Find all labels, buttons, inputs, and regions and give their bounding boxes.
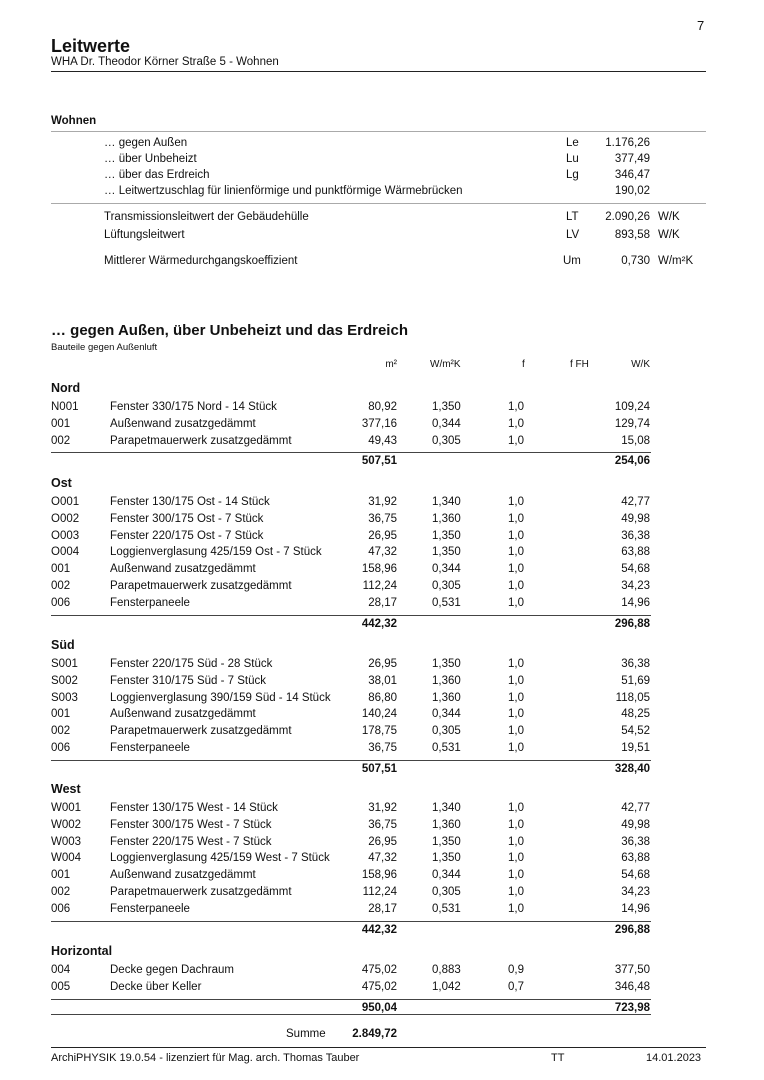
table-cell-u-value: 0,305 — [432, 580, 461, 592]
table-cell-area: 158,96 — [361, 563, 397, 576]
table-cell-area: 26,95 — [368, 658, 397, 670]
table-cell-code: S001 — [51, 658, 78, 670]
group-subtotal-area: 442,32 — [361, 617, 397, 630]
table-cell-wk: 129,74 — [614, 417, 650, 430]
table-cell-area: 158,96 — [361, 869, 397, 882]
coefficient-unit: W/m²K — [658, 255, 694, 267]
summary-total-unit: W/K — [658, 229, 680, 241]
table-cell-u-value: 0,344 — [432, 869, 461, 882]
table-cell-code: O003 — [51, 529, 80, 542]
table-cell-code: 002 — [51, 886, 71, 898]
table-cell-factor: 1,0 — [508, 546, 524, 559]
table-cell-u-value: 1,340 — [432, 802, 461, 814]
column-header-wk: W/K — [631, 359, 650, 370]
table-cell-area: 36,75 — [368, 512, 397, 525]
table-cell-area: 178,75 — [361, 725, 397, 738]
table-cell-description: Fenster 220/175 Süd - 28 Stück — [110, 658, 273, 670]
table-cell-code: O001 — [51, 496, 80, 508]
footer-software: ArchiPHYSIK 19.0.54 - lizenziert für Mag. arch. Thomas Tauber — [51, 1052, 360, 1064]
table-cell-u-value: 1,360 — [432, 818, 461, 831]
table-cell-factor: 1,0 — [508, 852, 524, 865]
table-cell-code: N001 — [51, 401, 79, 413]
table-cell-area: 112,24 — [362, 886, 397, 898]
table-cell-description: Parapetmauerwerk zusatzgedämmt — [110, 580, 292, 592]
table-cell-wk: 63,88 — [621, 852, 650, 865]
table-cell-description: Fenster 220/175 West - 7 Stück — [110, 835, 272, 848]
table-cell-area: 475,02 — [361, 980, 397, 993]
table-cell-code: W002 — [51, 818, 82, 831]
table-cell-wk: 346,48 — [614, 980, 650, 993]
group-subtotal-rule — [51, 452, 651, 453]
table-cell-code: W003 — [51, 835, 82, 848]
table-cell-code: 001 — [51, 417, 71, 430]
table-cell-factor: 1,0 — [508, 725, 524, 738]
table-cell-wk: 54,52 — [621, 725, 650, 738]
table-cell-factor: 1,0 — [508, 596, 524, 609]
table-cell-u-value: 1,350 — [432, 852, 461, 865]
table-cell-area: 31,92 — [368, 496, 397, 508]
table-cell-wk: 54,68 — [621, 869, 650, 882]
table-cell-description: Außenwand zusatzgedämmt — [110, 869, 256, 882]
table-cell-u-value: 0,305 — [432, 886, 461, 898]
column-header-u: W/m²K — [430, 359, 461, 370]
table-cell-u-value: 1,350 — [432, 835, 461, 848]
summary-total-value: 893,58 — [614, 229, 650, 241]
footer-initials: TT — [551, 1052, 565, 1064]
table-cell-u-value: 0,344 — [432, 417, 461, 430]
table-cell-factor: 1,0 — [508, 674, 524, 687]
sum-rule — [51, 1014, 651, 1015]
table-cell-area: 140,24 — [361, 708, 397, 721]
table-cell-code: 004 — [51, 964, 71, 976]
table-cell-code: S002 — [51, 674, 78, 687]
table-cell-factor: 1,0 — [508, 434, 524, 447]
column-header-f: f — [522, 359, 525, 370]
table-cell-factor: 1,0 — [508, 869, 524, 882]
summary-top-rule — [51, 131, 706, 132]
table-cell-description: Fenster 300/175 Ost - 7 Stück — [110, 512, 264, 525]
table-cell-factor: 1,0 — [508, 886, 524, 898]
group-heading: West — [51, 782, 81, 796]
page-subtitle: WHA Dr. Theodor Körner Straße 5 - Wohnen — [51, 56, 279, 68]
summary-total-value: 2.090,26 — [605, 211, 650, 223]
sum-area: 2.849,72 — [352, 1028, 397, 1040]
table-cell-wk: 19,51 — [621, 742, 650, 754]
table-cell-u-value: 0,883 — [432, 964, 461, 976]
coefficient-symbol: Um — [563, 255, 581, 267]
table-cell-wk: 14,96 — [621, 902, 650, 915]
table-cell-area: 377,16 — [361, 417, 397, 430]
group-subtotal-wk: 296,88 — [614, 923, 650, 936]
table-cell-code: 006 — [51, 902, 71, 915]
table-cell-wk: 14,96 — [621, 596, 650, 609]
table-cell-factor: 1,0 — [508, 742, 524, 754]
table-cell-description: Fenster 330/175 Nord - 14 Stück — [110, 401, 277, 413]
table-cell-description: Fensterpaneele — [110, 902, 190, 915]
summary-row-symbol: Lu — [566, 153, 579, 165]
group-subtotal-wk: 723,98 — [614, 1001, 650, 1014]
table-cell-wk: 377,50 — [614, 964, 650, 976]
table-cell-wk: 109,24 — [614, 401, 650, 413]
table-cell-description: Parapetmauerwerk zusatzgedämmt — [110, 434, 292, 447]
table-cell-u-value: 1,350 — [432, 529, 461, 542]
table-cell-u-value: 1,360 — [432, 691, 461, 704]
summary-total-label: Lüftungsleitwert — [104, 229, 185, 241]
table-cell-wk: 49,98 — [621, 512, 650, 525]
table-cell-description: Fensterpaneele — [110, 742, 190, 754]
group-subtotal-rule — [51, 921, 651, 922]
table-cell-factor: 0,7 — [508, 980, 524, 993]
group-subtotal-area: 507,51 — [361, 762, 397, 775]
column-header-area: m² — [385, 359, 397, 370]
group-subtotal-rule — [51, 999, 651, 1000]
table-cell-description: Parapetmauerwerk zusatzgedämmt — [110, 725, 292, 738]
table-cell-code: O004 — [51, 546, 80, 559]
table-cell-factor: 1,0 — [508, 529, 524, 542]
table-cell-description: Außenwand zusatzgedämmt — [110, 708, 256, 721]
summary-row-label: … über das Erdreich — [104, 169, 210, 181]
summary-row-value: 377,49 — [614, 153, 650, 165]
table-cell-factor: 1,0 — [508, 902, 524, 915]
table-cell-factor: 1,0 — [508, 835, 524, 848]
table-cell-area: 86,80 — [368, 691, 397, 704]
summary-total-label: Transmissionsleitwert der Gebäudehülle — [104, 211, 309, 223]
table-cell-code: 005 — [51, 980, 71, 993]
table-cell-area: 28,17 — [368, 902, 397, 915]
table-cell-code: 001 — [51, 869, 71, 882]
table-cell-factor: 1,0 — [508, 658, 524, 670]
table-cell-description: Loggienverglasung 425/159 West - 7 Stück — [110, 852, 330, 865]
summary-row-value: 1.176,26 — [605, 137, 650, 149]
table-cell-factor: 1,0 — [508, 401, 524, 413]
table-cell-description: Außenwand zusatzgedämmt — [110, 417, 256, 430]
table-cell-description: Loggienverglasung 425/159 Ost - 7 Stück — [110, 546, 322, 559]
table-cell-code: 002 — [51, 725, 71, 738]
table-cell-code: O002 — [51, 512, 80, 525]
coefficient-label: Mittlerer Wärmedurchgangskoeffizient — [104, 255, 298, 267]
table-cell-description: Fenster 300/175 West - 7 Stück — [110, 818, 272, 831]
table-cell-u-value: 1,350 — [432, 546, 461, 559]
table-cell-description: Fenster 130/175 Ost - 14 Stück — [110, 496, 270, 508]
summary-row-label: … Leitwertzuschlag für linienförmige und punktförmige Wärmebrücken — [104, 185, 463, 197]
table-cell-u-value: 1,042 — [432, 980, 461, 993]
group-heading: Ost — [51, 476, 72, 490]
table-cell-wk: 54,68 — [621, 563, 650, 576]
table-cell-wk: 36,38 — [621, 529, 650, 542]
table-cell-factor: 1,0 — [508, 818, 524, 831]
table-cell-factor: 1,0 — [508, 417, 524, 430]
table-cell-area: 112,24 — [362, 580, 397, 592]
group-subtotal-area: 950,04 — [361, 1001, 397, 1014]
table-cell-wk: 34,23 — [621, 886, 650, 898]
summary-row-value: 190,02 — [614, 185, 650, 197]
table-cell-factor: 1,0 — [508, 496, 524, 508]
coefficient-value: 0,730 — [621, 255, 650, 267]
table-cell-code: W001 — [51, 802, 82, 814]
group-subtotal-wk: 254,06 — [614, 455, 650, 468]
summary-total-symbol: LT — [566, 211, 579, 223]
table-cell-wk: 49,98 — [621, 818, 650, 831]
summary-mid-rule — [51, 203, 706, 204]
summary-row-label: … gegen Außen — [104, 137, 188, 149]
table-cell-area: 47,32 — [368, 852, 397, 865]
group-subtotal-wk: 328,40 — [614, 762, 650, 775]
table-cell-code: S003 — [51, 691, 78, 704]
table-cell-wk: 36,38 — [621, 658, 650, 670]
table-cell-wk: 48,25 — [621, 708, 650, 721]
table-cell-wk: 118,05 — [615, 691, 650, 704]
table-cell-area: 49,43 — [368, 434, 397, 447]
table-cell-code: 002 — [51, 580, 71, 592]
table-cell-u-value: 0,305 — [432, 725, 461, 738]
table-cell-area: 38,01 — [368, 674, 397, 687]
sum-label: Summe — [286, 1028, 326, 1040]
group-heading: Nord — [51, 381, 81, 395]
table-cell-description: Parapetmauerwerk zusatzgedämmt — [110, 886, 292, 898]
group-subtotal-area: 507,51 — [361, 455, 397, 468]
footer-rule — [51, 1047, 706, 1048]
table-cell-description: Fenster 310/175 Süd - 7 Stück — [110, 674, 266, 687]
table-cell-factor: 1,0 — [508, 691, 524, 704]
footer-date: 14.01.2023 — [646, 1052, 702, 1064]
table-cell-area: 36,75 — [368, 742, 397, 754]
table-cell-u-value: 0,531 — [432, 596, 461, 609]
table-cell-factor: 1,0 — [508, 580, 524, 592]
table-cell-factor: 0,9 — [508, 964, 524, 976]
table-cell-factor: 1,0 — [508, 802, 524, 814]
table-cell-wk: 34,23 — [621, 580, 650, 592]
summary-total-symbol: LV — [566, 229, 580, 241]
detail-subtitle: Bauteile gegen Außenluft — [51, 342, 158, 353]
table-cell-u-value: 1,360 — [432, 512, 461, 525]
table-cell-description: Fensterpaneele — [110, 596, 190, 609]
table-cell-code: 006 — [51, 742, 71, 754]
summary-row-label: … über Unbeheizt — [104, 153, 197, 165]
table-cell-code: 001 — [51, 563, 71, 576]
table-cell-wk: 63,88 — [621, 546, 650, 559]
table-cell-area: 26,95 — [368, 835, 397, 848]
table-cell-description: Loggienverglasung 390/159 Süd - 14 Stück — [110, 691, 331, 704]
table-cell-u-value: 0,344 — [432, 563, 461, 576]
group-heading: Horizontal — [51, 944, 113, 958]
page-title: Leitwerte — [51, 36, 131, 56]
header-rule — [51, 71, 706, 72]
table-cell-description: Fenster 130/175 West - 14 Stück — [110, 802, 278, 814]
table-cell-area: 26,95 — [368, 529, 397, 542]
table-cell-u-value: 0,531 — [432, 902, 461, 915]
table-cell-factor: 1,0 — [508, 563, 524, 576]
summary-row-symbol: Lg — [566, 169, 579, 181]
table-cell-wk: 36,38 — [621, 835, 650, 848]
summary-row-value: 346,47 — [614, 169, 650, 181]
table-cell-factor: 1,0 — [508, 512, 524, 525]
table-cell-description: Außenwand zusatzgedämmt — [110, 563, 256, 576]
table-cell-wk: 51,69 — [621, 674, 650, 687]
table-cell-wk: 15,08 — [621, 434, 650, 447]
table-cell-description: Decke über Keller — [110, 980, 202, 993]
table-cell-code: 006 — [51, 596, 71, 609]
table-cell-area: 80,92 — [368, 401, 397, 413]
table-cell-description: Fenster 220/175 Ost - 7 Stück — [110, 529, 264, 542]
page-number: 7 — [697, 18, 705, 33]
group-heading: Süd — [51, 638, 75, 652]
table-cell-factor: 1,0 — [508, 708, 524, 721]
table-cell-area: 36,75 — [368, 818, 397, 831]
table-cell-u-value: 0,305 — [432, 434, 461, 447]
table-cell-area: 47,32 — [368, 546, 397, 559]
table-cell-wk: 42,77 — [621, 496, 650, 508]
table-cell-u-value: 0,531 — [432, 742, 461, 754]
detail-title: … gegen Außen, über Unbeheizt und das Erdreich — [51, 322, 408, 339]
table-cell-code: 002 — [51, 434, 71, 447]
group-subtotal-rule — [51, 760, 651, 761]
table-cell-u-value: 1,340 — [432, 496, 461, 508]
group-subtotal-area: 442,32 — [361, 923, 397, 936]
summary-title: Wohnen — [51, 115, 97, 127]
group-subtotal-wk: 296,88 — [614, 617, 650, 630]
table-cell-u-value: 1,350 — [432, 401, 461, 413]
column-header-ffh: f FH — [570, 359, 589, 370]
table-cell-u-value: 1,360 — [432, 674, 461, 687]
table-cell-code: W004 — [51, 852, 82, 865]
table-cell-area: 31,92 — [368, 802, 397, 814]
table-cell-area: 28,17 — [368, 596, 397, 609]
summary-total-unit: W/K — [658, 211, 680, 223]
group-subtotal-rule — [51, 615, 651, 616]
table-cell-description: Decke gegen Dachraum — [110, 964, 235, 976]
table-cell-area: 475,02 — [361, 964, 397, 976]
table-cell-u-value: 0,344 — [432, 708, 461, 721]
table-cell-u-value: 1,350 — [432, 658, 461, 670]
table-cell-code: 001 — [51, 708, 71, 721]
table-cell-wk: 42,77 — [621, 802, 650, 814]
summary-row-symbol: Le — [566, 137, 579, 149]
